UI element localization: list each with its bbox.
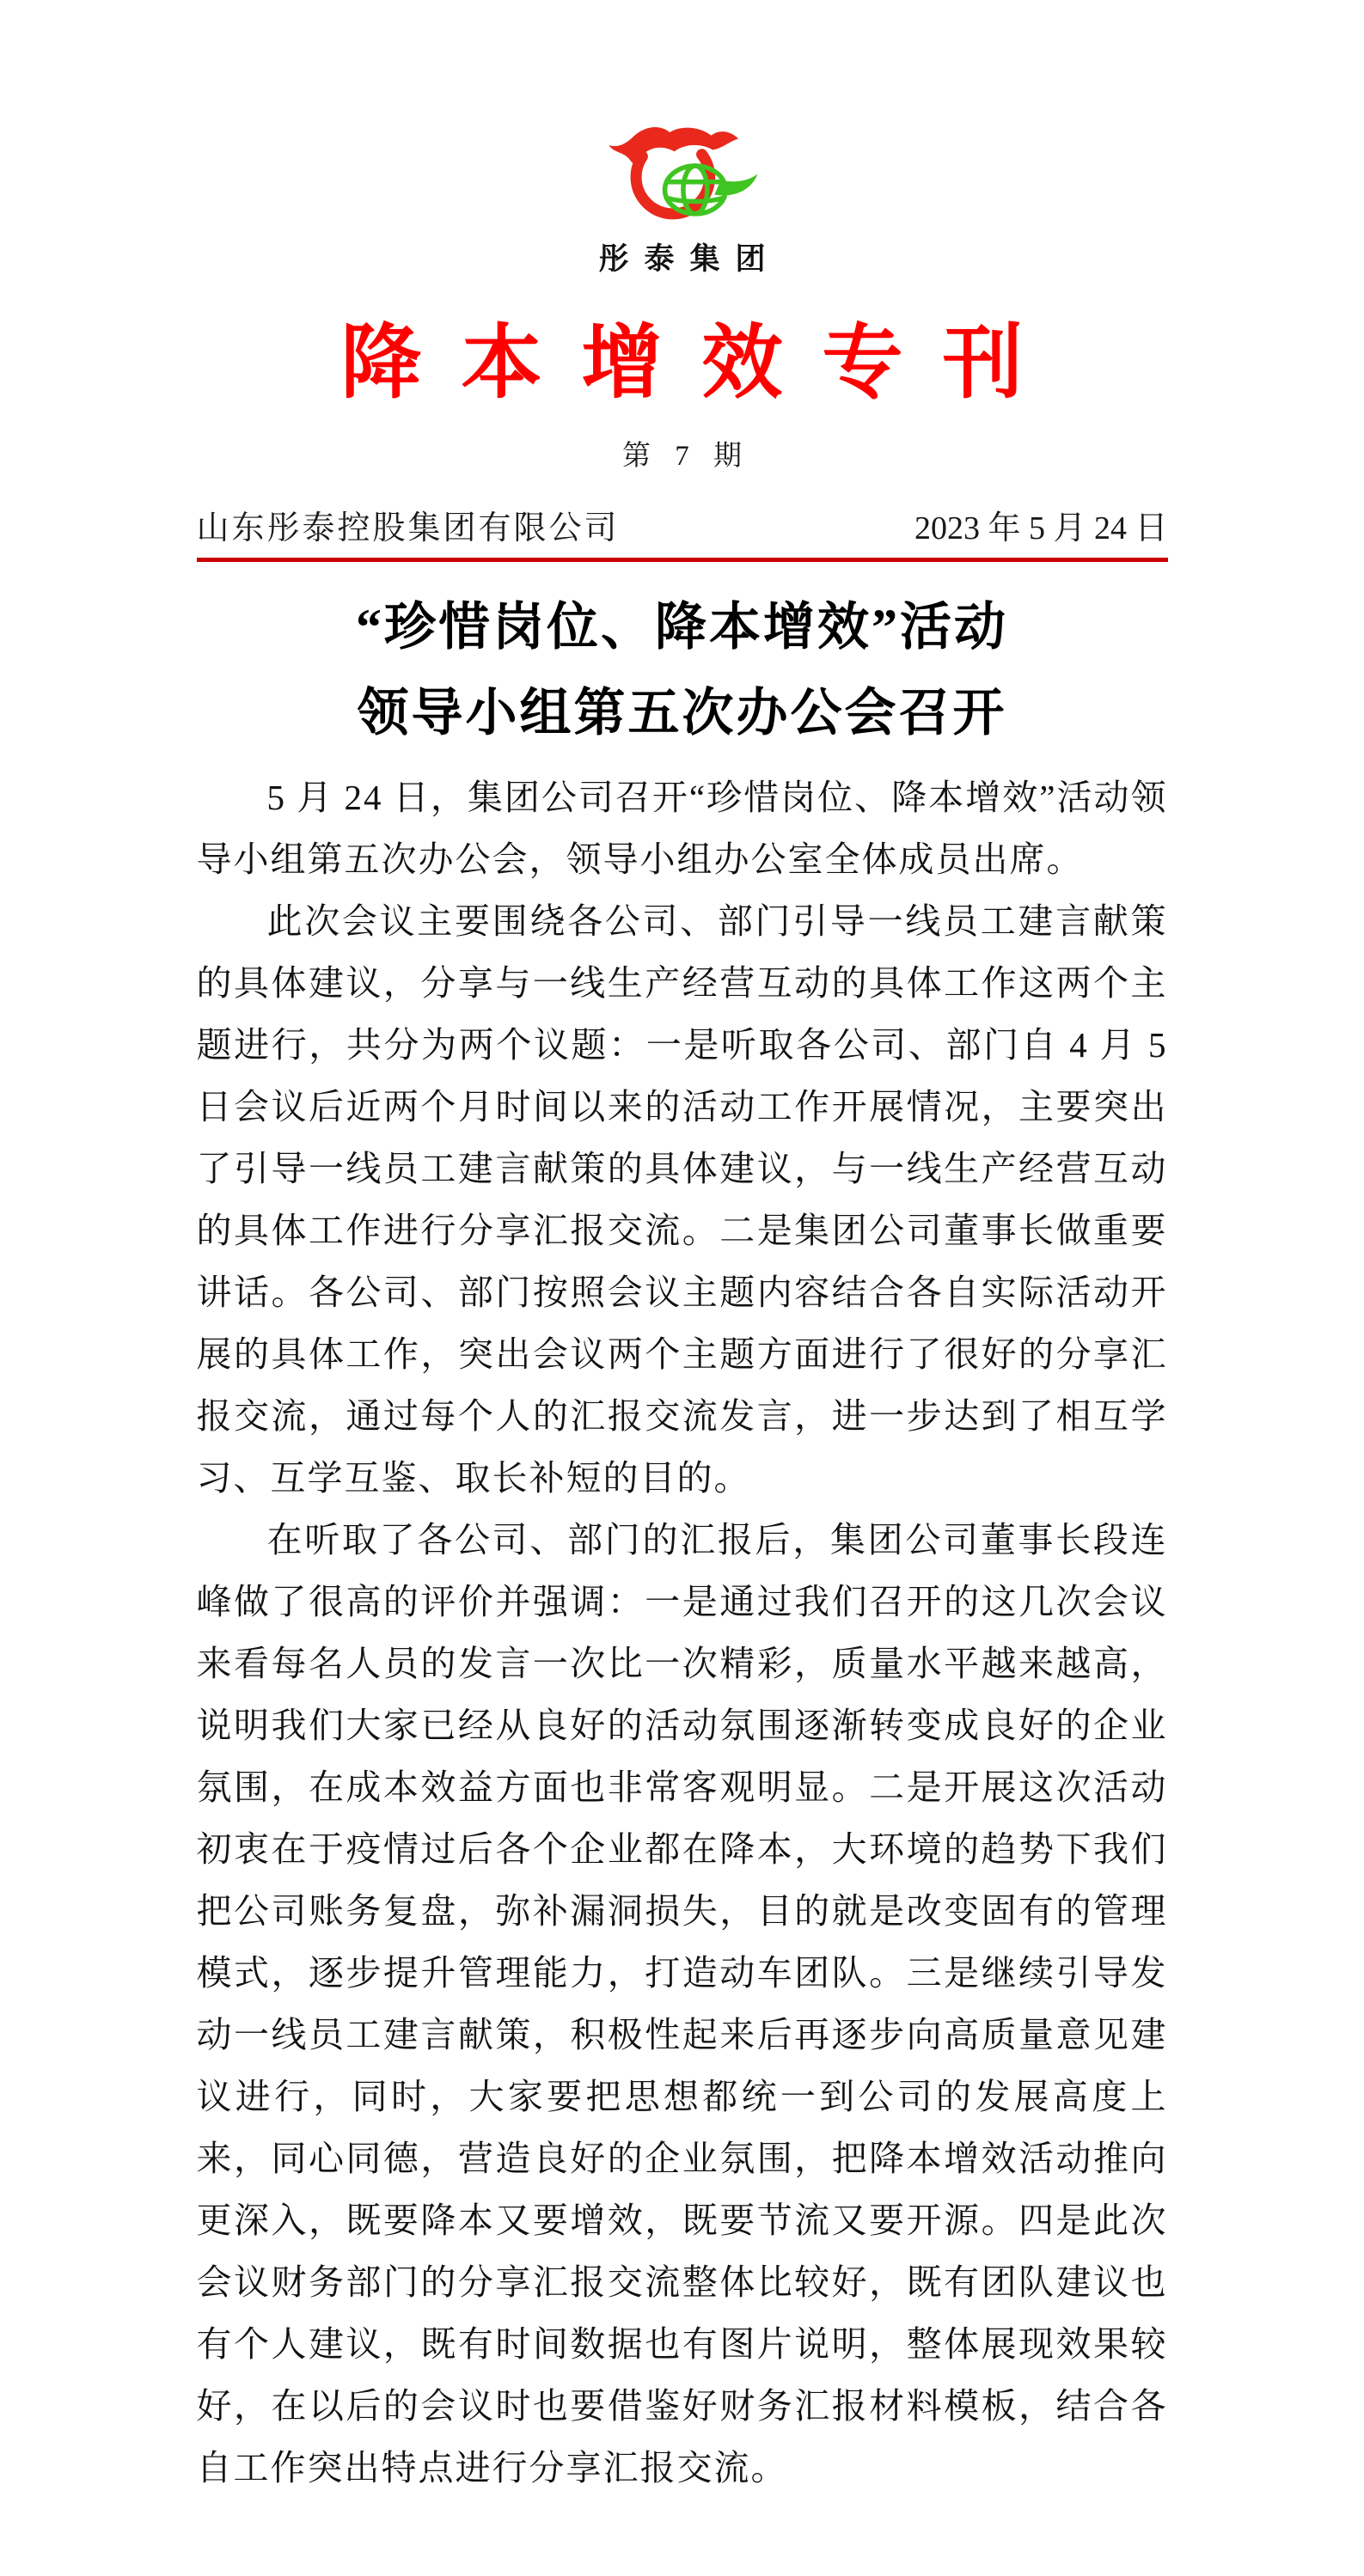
company-logo-icon (602, 127, 762, 229)
company-logo (197, 0, 1168, 278)
issue-number: 第 7 期 (622, 441, 750, 472)
article-paragraph: 在听取了各公司、部门的汇报后，集团公司董事长段连峰做了很高的评价并强调：一是通过我们召开的这几次会议来看每名人员的发言一次比一次精彩，质量水平越来越高，说明我们大家已经从良好的活动氛围逐渐转变成良好的企业氛围，在成本效益方面也非常客观明显。二是开展这次活动初衷在于疫情过后各个企业都在降本，大环境的趋势下我们把公司账务复盘，弥补漏洞损失，目的就是改变固有的管理模式，逐步提升管理能力，打造动车团队。三是继续引导发动一线员工建言献策，积极性起来后再逐步向高质量意见建议进行，同时，大家要把思想都统一到公司的发展高度上来，同心同德，营造良好的企业氛围，把降本增效活动推向更深入，既要降本又要增效，既要节流又要开源。四是此次会议财务部门的分享汇报交流整体比较好，既有团队建议也有个人建议，既有时间数据也有图片说明，整体展现效果较好，在以后的会议时也要借鉴好财务汇报材料模板，结合各自工作突出特点进行分享汇报交流。 (196, 1519, 1168, 2487)
logo-red-ribbon (609, 127, 738, 163)
article (197, 584, 1168, 2499)
masthead-title: 降本增效专刊 (340, 319, 1063, 408)
company-logo-text: 彤泰集团 (598, 242, 781, 276)
article-body (197, 766, 1168, 2499)
article-headline-line1: “珍惜岗位、降本增效”活动 (356, 598, 1008, 656)
red-divider-rule (197, 558, 1168, 562)
article-paragraph: 5 月 24 日，集团公司召开“珍惜岗位、降本增效”活动领导小组第五次办公会，领导小组办公室全体成员出席。 (196, 777, 1168, 879)
article-paragraph: 此次会议主要围绕各公司、部门引导一线员工建言献策的具体建议，分享与一线生产经营互动的具体工作这两个主题进行，共分为两个议题：一是听取各公司、部门自 4 月 5 日会议后近两个月时间以来的活动工作开展情况，主要突出了引导一线员工建言献策的具体建议，与一线生产经营互动的具体工作进行分享汇报交流。二是集团公司董事长做重要讲话。各公司、部门按照会议主题内容结合各自实际活动开展的具体工作，突出会议两个主题方面进行了很好的分享汇报交流，通过每个人的汇报交流发言，进一步达到了相互学习、互学互鉴、取长补短的目的。 (196, 900, 1168, 1498)
article-headline-line2: 领导小组第五次办公会召开 (357, 684, 1007, 742)
page-content (197, 0, 1168, 2499)
meta-row (197, 511, 1168, 547)
article-headline (197, 584, 1168, 756)
masthead-header (197, 0, 1168, 562)
publish-date: 2023 年 5 月 24 日 (914, 510, 1168, 546)
publisher-name: 山东彤泰控股集团有限公司 (196, 510, 620, 546)
